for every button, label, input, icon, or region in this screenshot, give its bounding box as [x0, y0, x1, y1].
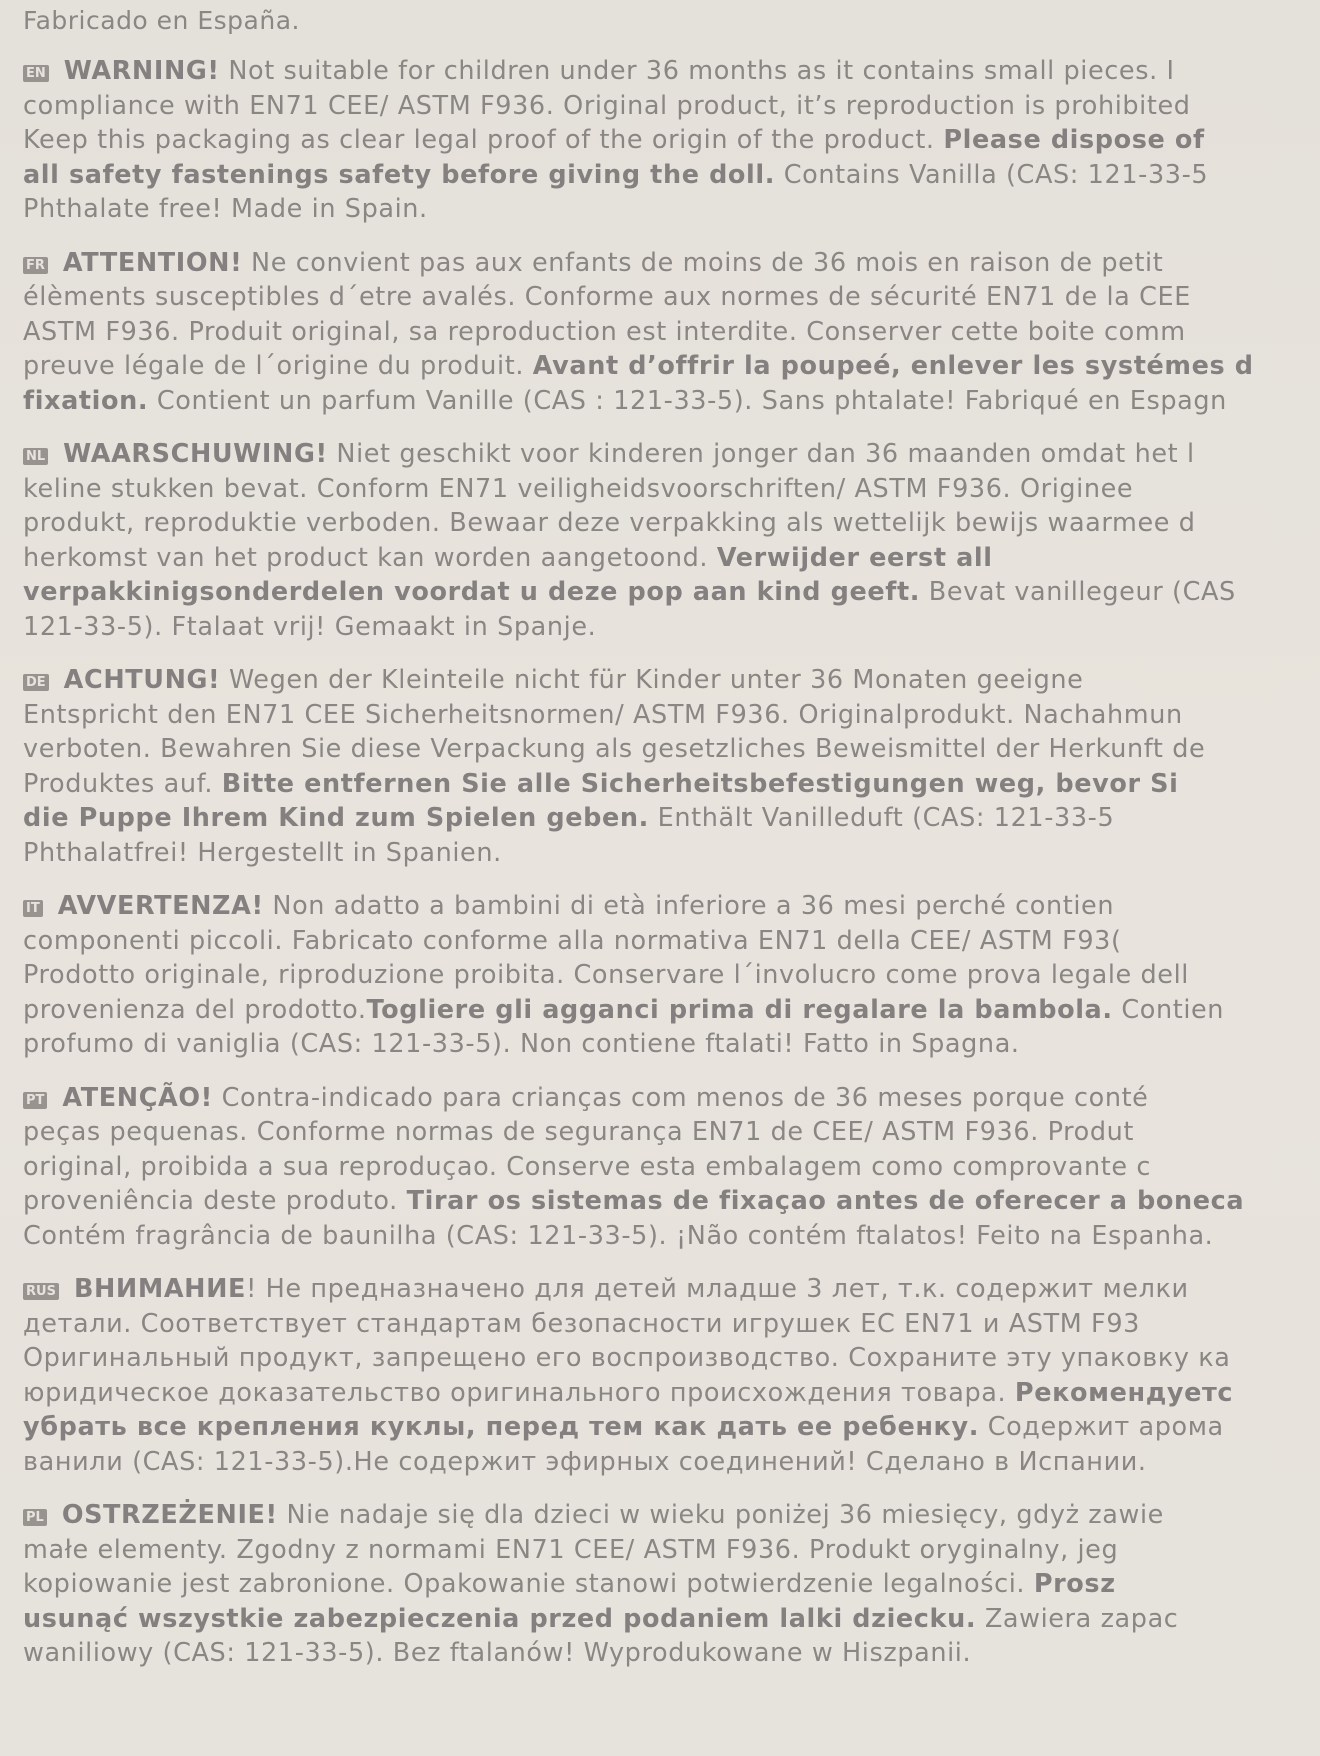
body-text: keline stukken bevat. Conform EN71 veiligheidsvoorschriften/ ASTM F936. Originee [23, 473, 1134, 504]
language-code-badge: PL [23, 1509, 47, 1526]
text-line [23, 123, 1320, 158]
text-line [23, 924, 1320, 959]
body-text: детали. Соответствует стандартам безопасности игрушек ЕС EN71 и ASTM F93 [23, 1308, 1140, 1339]
body-text: Contient un parfum Vanille (CAS : 121-33-5). Sans phtalate! Fabriqué en Espagn [148, 385, 1227, 416]
bold-instruction: Verwijder eerst all [716, 542, 993, 573]
body-text: Not suitable for children under 36 months as it contains small pieces. I [219, 56, 1175, 86]
text-line [23, 1533, 1320, 1568]
text-line [23, 437, 1320, 472]
warning-section-it [23, 889, 1320, 1062]
body-text: Zawiera zapac [976, 1603, 1179, 1634]
bold-instruction: Tirar os sistemas de fixaçao antes de oferecer a boneca [406, 1186, 1245, 1216]
text-line [23, 349, 1320, 384]
body-text: profumo di vaniglia (CAS: 121-33-5). Non contiene ftalati! Fatto in Spagna. [23, 1029, 1020, 1059]
text-line [23, 1219, 1320, 1254]
warning-heading: ATENÇÃO! [62, 1082, 213, 1113]
text-line [23, 575, 1320, 610]
text-line [23, 54, 1320, 89]
bold-instruction: Togliere gli agganci prima di regalare la bambola. [366, 994, 1113, 1025]
body-text: юридическое доказательство оригинального происхождения товара. [23, 1377, 1015, 1408]
language-code-badge: IT [23, 900, 43, 917]
body-text: Nie nadaje się dla dzieci w wieku poniżej 36 miesięcy, gdyż zawie [277, 1500, 1164, 1530]
bold-instruction: fixation. [23, 385, 149, 416]
bold-instruction: Please dispose of [943, 125, 1205, 155]
text-line [23, 384, 1320, 419]
warning-section-pl [23, 1498, 1320, 1671]
body-text: Bevat vanillegeur (CAS [920, 577, 1236, 607]
text-line [23, 767, 1320, 802]
text-line [23, 1341, 1320, 1376]
body-text: Оригинальный продукт, запрещено его воспроизводство. Сохраните эту упаковку ка [23, 1343, 1231, 1373]
text-line [23, 889, 1320, 924]
warning-section-fr [23, 246, 1320, 419]
warning-section-nl [23, 437, 1320, 644]
language-code-badge: NL [23, 448, 48, 465]
warning-section-rus [23, 1272, 1320, 1479]
bold-instruction: Рекомендуетс [1014, 1377, 1234, 1408]
warning-sections [23, 54, 1320, 1671]
language-code-badge: RUS [23, 1283, 59, 1300]
text-line [23, 1445, 1320, 1480]
text-line [23, 663, 1320, 698]
body-text: Contien [1112, 994, 1225, 1025]
text-line [23, 1567, 1320, 1602]
bold-instruction: Avant d’offrir la poupeé, enlever les systémes d [532, 351, 1254, 381]
body-text: Enthält Vanilleduft (CAS: 121-33-5 [648, 803, 1115, 833]
text-line [23, 1410, 1320, 1445]
language-code-badge: EN [23, 65, 49, 82]
body-text: małe elementy. Zgodny z normami EN71 CEE/ ASTM F936. Produkt oryginalny, jeg [23, 1534, 1119, 1565]
body-text: proveniência deste produto. [23, 1186, 407, 1216]
body-text: ASTM F936. Produit original, sa reproduction est interdite. Conserver cette boite comm [23, 316, 1186, 347]
bold-instruction: Bitte entfernen Sie alle Sicherheitsbefestigungen weg, bevor Si [221, 768, 1179, 799]
bold-instruction: Prosz [1033, 1569, 1116, 1599]
body-text: 121-33-5). Ftalaat vrij! Gemaakt in Spanje. [23, 611, 597, 642]
body-text: waniliowy (CAS: 121-33-5). Bez ftalanów! Wyprodukowane w Hiszpanii. [23, 1638, 972, 1668]
text-line [23, 698, 1320, 733]
body-text: Contém fragrância de baunilha (CAS: 121-33-5). ¡Não contém ftalatos! Feito na Espanha. [23, 1220, 1214, 1251]
body-text: Содержит арома [978, 1412, 1224, 1442]
body-text: peças pequenas. Conforme normas de segurança EN71 de CEE/ ASTM F936. Produt [23, 1117, 1135, 1147]
text-line [23, 280, 1320, 315]
body-text: Non adatto a bambini di età inferiore a 36 mesi perché contien [263, 891, 1115, 921]
text-line [23, 1184, 1320, 1219]
text-line [23, 1115, 1320, 1150]
body-text: herkomst van het product kan worden aangetoond. [23, 542, 717, 573]
bold-instruction: verpakkinigsonderdelen voordat u deze pop aan kind geeft. [23, 577, 921, 607]
body-text: Prodotto originale, riproduzione proibita. Conservare l´involucro come prova legale dell [23, 960, 1189, 990]
body-text: produkt, reproduktie verboden. Bewaar deze verpakking als wettelijk bewijs waarmee d [23, 508, 1196, 538]
text-line [23, 472, 1320, 507]
text-line [23, 1307, 1320, 1342]
body-text: compliance with EN71 CEE/ ASTM F936. Original product, it’s reproduction is prohibited [23, 90, 1191, 121]
text-line [23, 958, 1320, 993]
bold-instruction: all safety fastenings safety before giving the doll. [23, 159, 776, 190]
bold-instruction: убрать все крепления куклы, перед тем как дать ее ребенку. [23, 1412, 979, 1442]
text-line [23, 541, 1320, 576]
text-line [23, 1081, 1320, 1116]
body-text: ванили (CAS: 121-33-5).Не содержит эфирных соединений! Сделано в Испании. [23, 1446, 1147, 1477]
warning-heading: ATTENTION! [62, 247, 243, 278]
body-text: Contra-indicado para crianças com menos de 36 meses porque conté [212, 1082, 1149, 1113]
text-line [23, 1272, 1320, 1307]
warning-heading: WAARSCHUWING! [63, 439, 328, 469]
warning-section-pt [23, 1081, 1320, 1254]
body-text: Phthalatfrei! Hergestellt in Spanien. [23, 837, 502, 868]
text-line [23, 610, 1320, 645]
text-line [23, 1636, 1320, 1671]
warning-heading: WARNING! [63, 56, 220, 86]
body-text: ! Не предназначено для детей младше 3 лет, т.к. содержит мелки [246, 1274, 1189, 1304]
body-text: verboten. Bewahren Sie diese Verpackung als gesetzliches Beweismittel der Herkunft de [23, 734, 1206, 764]
body-text: kopiowanie jest zabronione. Opakowanie stanowi potwierdzenie legalności. [23, 1569, 1034, 1599]
text-line [23, 1027, 1320, 1062]
body-text: Keep this packaging as clear legal proof of the origin of the product. [23, 125, 944, 155]
language-code-badge: PT [23, 1092, 47, 1109]
text-line [23, 89, 1320, 124]
body-text: Wegen der Kleinteile nicht für Kinder unter 36 Monaten geeigne [220, 665, 1084, 695]
body-text: Phthalate free! Made in Spain. [23, 194, 428, 224]
warning-heading: ВНИМАНИЕ [73, 1274, 247, 1304]
text-line [23, 315, 1320, 350]
bold-instruction: usunąć wszystkie zabezpieczenia przed podaniem lalki dziecku. [23, 1603, 977, 1634]
text-line [23, 732, 1320, 767]
language-code-badge: DE [23, 674, 49, 691]
warning-heading: ACHTUNG! [63, 665, 221, 695]
body-text: Entspricht den EN71 CEE Sicherheitsnormen/ ASTM F936. Originalprodukt. Nachahmun [23, 699, 1183, 730]
body-text: original, proibida a sua reproduçao. Conserve esta embalagem como comprovante c [23, 1151, 1152, 1182]
body-text: componenti piccoli. Fabricato conforme alla normativa EN71 della CEE/ ASTM F93( [23, 925, 1122, 956]
body-text: Ne convient pas aux enfants de moins de 36 mois en raison de petit [242, 247, 1164, 278]
warning-section-en [23, 54, 1320, 227]
text-line [23, 1150, 1320, 1185]
body-text: Produktes auf. [23, 768, 222, 799]
warning-section-de [23, 663, 1320, 870]
text-line [23, 836, 1320, 871]
text-line [23, 801, 1320, 836]
text-line [23, 158, 1320, 193]
language-code-badge: FR [23, 257, 48, 274]
body-text: Contains Vanilla (CAS: 121-33-5 [775, 159, 1209, 190]
text-line [23, 506, 1320, 541]
text-line [23, 993, 1320, 1028]
warning-heading: AVVERTENZA! [57, 891, 264, 921]
text-line [23, 1376, 1320, 1411]
warning-heading: OSTRZEŻENIE! [61, 1500, 278, 1530]
intro-line: Fabricado en España. [23, 6, 300, 35]
body-text: élèments susceptibles d´etre avalés. Conforme aux normes de sécurité EN71 de la CEE [23, 282, 1191, 312]
text-line [23, 246, 1320, 281]
bold-instruction: die Puppe Ihrem Kind zum Spielen geben. [23, 803, 649, 833]
text-line [23, 192, 1320, 227]
body-text: Niet geschikt voor kinderen jonger dan 36 maanden omdat het l [327, 439, 1195, 469]
text-line [23, 1602, 1320, 1637]
text-line [23, 1498, 1320, 1533]
body-text: provenienza del prodotto. [23, 994, 367, 1025]
body-text: preuve légale de l´origine du produit. [23, 351, 533, 381]
